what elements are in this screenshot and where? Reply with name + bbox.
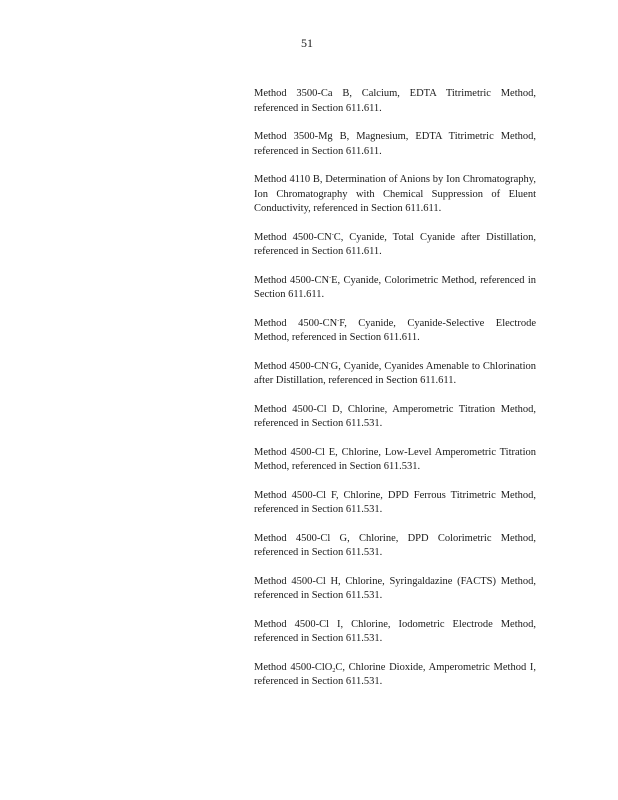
entry-text: Method 4500-CN [254, 360, 329, 372]
entry-text: Method 4500-Cl F, Chlorine, DPD Ferrous Titrimetric Method, referenced in Section 611.531. [254, 489, 536, 515]
entry-text: Method 4110 B, Determination of Anions by Ion Chromatography, Ion Chromatography with Chemical Suppression of Eluent Conductivity, referenced in Section 611.611. [254, 174, 536, 214]
entry-text-cont: E, Cyanide, Colorimetric Method, referenced in Section 611.611. [254, 274, 537, 300]
superscript-charge: - [329, 274, 332, 281]
entry-text-cont: G, Cyanide, Cyanides Amenable to Chlorination after Distillation, referenced in Section 611.611. [254, 360, 536, 386]
entry-text: Method 4500-CN [254, 274, 330, 286]
entry-text: Method 4500-CN [254, 231, 332, 243]
entry-text: Method 3500-Mg B, Magnesium, EDTA Titrimetric Method, referenced in Section 611.611. [254, 131, 536, 157]
method-entry [254, 446, 536, 475]
entry-text: Method 4500-Cl H, Chlorine, Syringaldazine (FACTS) Method, referenced in Section 611.531. [254, 575, 536, 601]
method-entry [254, 618, 536, 647]
method-entry [254, 130, 536, 159]
method-entry [254, 532, 536, 561]
entry-text: Method 4500-Cl I, Chlorine, Iodometric Electrode Method, referenced in Section 611.531. [254, 618, 536, 644]
method-entry [254, 173, 536, 217]
method-entry [254, 317, 536, 346]
entry-text: Method 3500-Ca B, Calcium, EDTA Titrimetric Method, referenced in Section 611.611. [254, 88, 536, 114]
superscript-charge: - [331, 231, 334, 238]
entry-text-cont: F, Cyanide, Cyanide-Selective Electrode Method, referenced in Section 611.611. [254, 317, 536, 343]
method-reference-list [254, 87, 536, 704]
entry-text: Method 4500-CN [254, 317, 338, 329]
entry-text: Method 4500-ClO [254, 661, 333, 673]
method-entry [254, 87, 536, 116]
method-entry [254, 231, 536, 260]
method-entry [254, 403, 536, 432]
entry-text: Method 4500-Cl E, Chlorine, Low-Level Amperometric Titration Method, referenced in Section 611.531. [254, 446, 536, 472]
superscript-charge: - [328, 360, 331, 367]
entry-text-cont: C, Cyanide, Total Cyanide after Distillation, referenced in Section 611.611. [254, 231, 536, 257]
method-entry [254, 661, 536, 690]
page-number: 51 [301, 36, 313, 50]
method-entry [254, 575, 536, 604]
superscript-charge: - [337, 317, 340, 324]
entry-text-cont: C, Chlorine Dioxide, Amperometric Method I, referenced in Section 611.531. [254, 661, 536, 687]
method-entry [254, 360, 536, 389]
method-entry [254, 274, 536, 303]
method-entry [254, 489, 536, 518]
entry-text: Method 4500-Cl D, Chlorine, Amperometric Titration Method, referenced in Section 611.531. [254, 403, 536, 429]
entry-text: Method 4500-Cl G, Chlorine, DPD Colorimetric Method, referenced in Section 611.531. [254, 532, 536, 558]
subscript-number: 2 [332, 667, 336, 674]
